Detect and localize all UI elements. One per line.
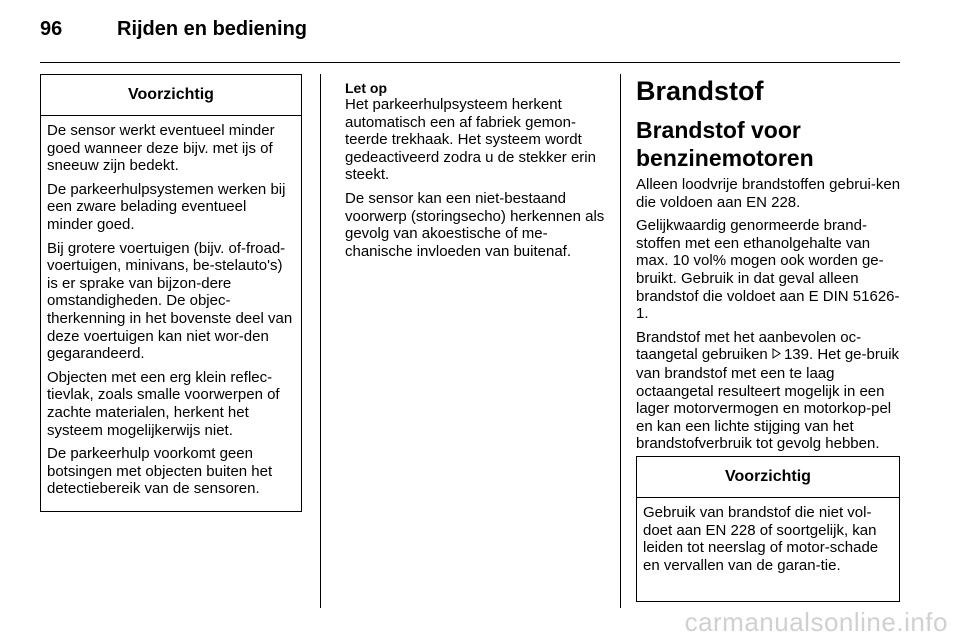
column-divider (320, 74, 321, 608)
fuel-section (636, 74, 902, 459)
note-label: Let op (345, 80, 387, 96)
column-divider (620, 74, 621, 608)
caution-paragraph: De sensor werkt eventueel minder goed wanneer deze bijv. met ijs of sneeuw zijn bedekt. (47, 122, 275, 175)
caution-paragraph: Gebruik van brandstof die niet vol-doet aan EN 228 of soortgelijk, kan leiden tot neerslag of motor-schade en vervallen van de garan-tie. (643, 504, 879, 574)
page-reference-link[interactable]: 139 (783, 346, 809, 364)
header-rule (40, 62, 900, 63)
caution-paragraph: Bij grotere voertuigen (bijv. of-froad-voertuigen, minivans, be-stelauto's) is er sprake van bijzon-dere omstandigheden. De objec-therkenning in het bovenste deel van deze voertuigen kan niet wor-den gegarandeerd. (47, 239, 293, 363)
watermark: carmanualsonline.info (684, 607, 948, 637)
caution-paragraph: Objecten met een erg klein reflec-tievlak, zoals smalle voorwerpen of zachte materialen, herkent het systeem mogelijkerwijs niet. (47, 368, 280, 439)
caution-box-left (40, 74, 302, 512)
caution-title: Voorzichtig (637, 457, 899, 498)
text-span: Brandstof met het aanbevolen oc-taangetal gebruiken (636, 328, 862, 364)
caution-paragraph: De parkeerhulp voorkomt geen botsingen met objecten buiten het detectiebereik van de sensoren. (47, 445, 273, 498)
triangle-right-icon (772, 347, 784, 365)
body-paragraph: Alleen loodvrije brandstoffen gebrui-ken die voldoen aan EN 228. (636, 176, 901, 211)
page-header (40, 18, 307, 48)
note-paragraph: De sensor kan een niet-bestaand voorwerp (storingsecho) herkennen als gevolg van akoestische of me-chanische invloeden van buitenaf. (345, 189, 605, 260)
caution-paragraph: De parkeerhulpsystemen werken bij een zware belading eventueel minder goed. (47, 180, 286, 233)
note-block (345, 80, 607, 266)
section-heading: Brandstof (636, 76, 764, 106)
caution-box-right (636, 456, 900, 602)
note-paragraph: Het parkeerhulpsysteem herkent automatisch een af fabriek gemon-teerde trekhaak. Het systeem wordt gedeactiveerd zodra u de stekker erin steekt. (345, 96, 596, 184)
subsection-heading: Brandstof voor benzinemotoren (636, 117, 814, 171)
body-paragraph (636, 329, 902, 453)
caution-body (637, 498, 899, 584)
body-paragraph: Gelijkwaardig genormeerde brand-stoffen met een ethanolgehalte van max. 10 vol% mogen ook worden ge-bruikt. Gebruik in dat geval alleen brandstof die voldoet aan E DIN 51626-1. (636, 217, 900, 323)
caution-body (41, 116, 301, 508)
section-title: Rijden en bediening (117, 18, 308, 40)
page-number: 96 (40, 18, 63, 40)
text-span: . Het ge-bruik van brandstof met een te laag octaangetal resulteert mogelijk in een lager motorvermogen en motorkop-pel en kan een lichte stijging van het brandstofverbruik tot gevolg hebben. (636, 346, 900, 453)
caution-title: Voorzichtig (41, 75, 301, 116)
